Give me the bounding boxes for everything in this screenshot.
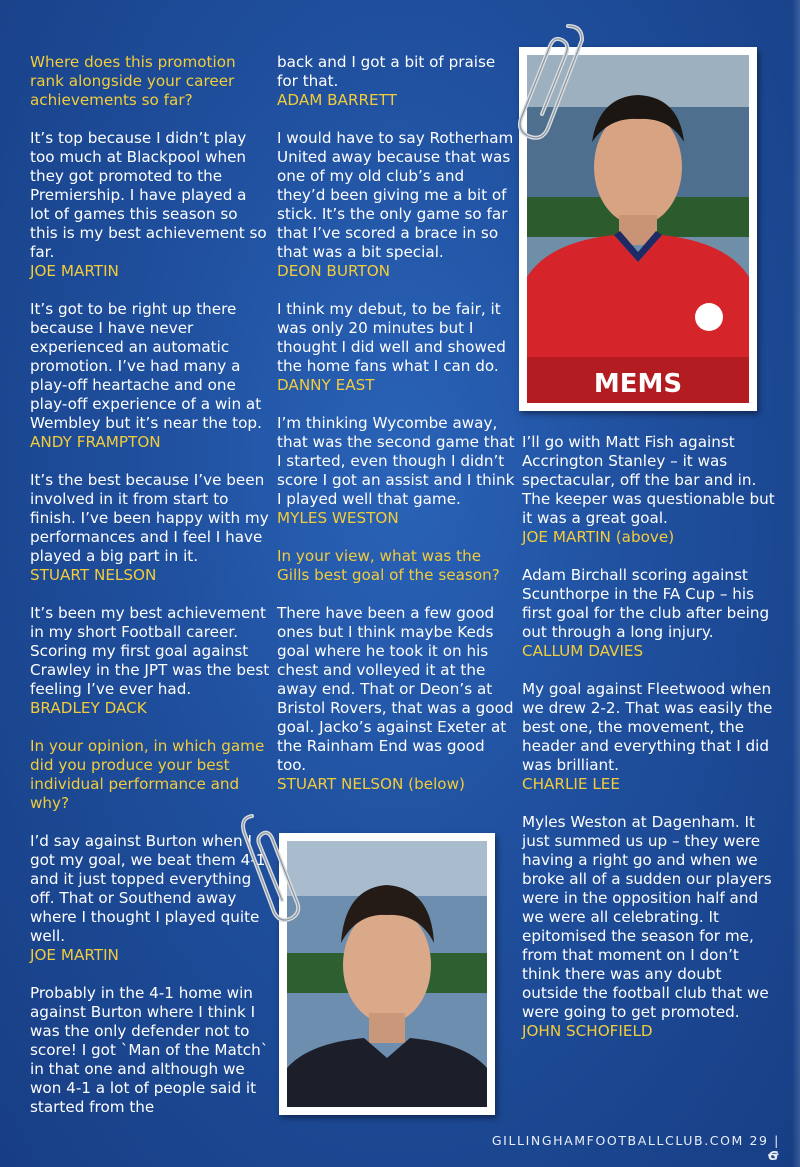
answer-text: My goal against Fleetwood when we drew 2-2. That was easily the best one, the movement, the header and everything that I did was brilliant. <box>522 680 773 774</box>
gills-logo-icon: Ꞡ <box>768 1148 780 1163</box>
answer-text: I’m thinking Wycombe away, that was the second game that I started, even though I didn’t score I got an assist and I think I played well that game. <box>277 414 515 508</box>
player-name: JOE MARTIN (above) <box>522 528 675 546</box>
question-heading: In your opinion, in which game did you produce your best individual performance and why? <box>30 737 265 812</box>
player-photo-stuart-nelson <box>279 833 495 1115</box>
interview-column-3 <box>522 433 780 1060</box>
question-heading: Where does this promotion rank alongside your career achievements so far? <box>30 53 236 109</box>
player-name: DEON BURTON <box>277 262 391 280</box>
player-name: STUART NELSON (below) <box>277 775 465 793</box>
answer-text: I would have to say Rotherham United away because that was one of my old club’s and they’d been giving me a bit of stick. It’s the only game so far that I’ve scored a brace in so that was a bit special. <box>277 129 514 261</box>
player-name: CHARLIE LEE <box>522 775 620 793</box>
answer-text: I’d say against Burton when I got my goal, we beat them 4-1 and it just topped everything off. That or Southend away where I thought I played quite well. <box>30 832 266 945</box>
svg-text:MEMS: MEMS <box>593 369 683 399</box>
player-name: DANNY EAST <box>277 376 375 394</box>
answer-text: Adam Birchall scoring against Scunthorpe in the FA Cup – his first goal for the club after being out through a long injury. <box>522 566 770 641</box>
answer-text: It’s got to be right up there because I have never experienced an automatic promotion. I’ve had many a play-off heartache and one play-off experience of a win at Wembley but it’s near the top. <box>30 300 262 432</box>
answer-text: I’ll go with Matt Fish against Accrington Stanley – it was spectacular, off the bar and in. The keeper was questionable but it was a great goal. <box>522 433 775 527</box>
interview-column-1 <box>30 53 270 1117</box>
answer-text: It’s top because I didn’t play too much at Blackpool when they got promoted to the Premiership. I have played a lot of games this season so this is my best achievement so far. <box>30 129 267 261</box>
answer-text: It’s been my best achievement in my short Football career. Scoring my first goal against Crawley in the JPT was the best feeling I’ve ever had. <box>30 604 270 698</box>
player-name: JOE MARTIN <box>30 946 119 964</box>
paperclip-icon <box>510 20 590 145</box>
player-name: MYLES WESTON <box>277 509 399 527</box>
player-name: CALLUM DAVIES <box>522 642 644 660</box>
player-name: STUART NELSON <box>30 566 157 584</box>
footer-text: GILLINGHAMFOOTBALLCLUB.COM 29 | <box>491 1133 780 1148</box>
answer-text: Myles Weston at Dagenham. It just summed us up – they were having a right go and when we broke all of a sudden our players were in the opposition half and we were all celebrating. It epitomised the season for me, from that moment on I don’t think there was any doubt outside the football club that we were going to get promoted. <box>522 813 772 1021</box>
page-footer <box>480 1133 780 1163</box>
page-edge-shading <box>792 0 800 1167</box>
answer-text: back and I got a bit of praise for that. <box>277 53 496 90</box>
player-name: ANDY FRAMPTON <box>30 433 161 451</box>
question-heading: In your view, what was the Gills best goal of the season? <box>277 547 500 584</box>
player-name: JOE MARTIN <box>30 262 119 280</box>
paperclip-icon <box>238 808 308 928</box>
answer-text: There have been a few good ones but I think maybe Keds goal where he took it on his chest and volleyed it at the away end. That or Deon’s at Bristol Rovers, that was a good goal. Jacko’s against Exeter at the Rainham End was good too. <box>277 604 514 774</box>
answer-text: Probably in the 4-1 home win against Burton where I think I was the only defender not to score! I got `Man of the Match` in that one and although we won 4-1 a lot of people said it started from the <box>30 984 269 1116</box>
player-name: JOHN SCHOFIELD <box>522 1022 653 1040</box>
interview-column-2 <box>277 53 517 813</box>
answer-text: It’s the best because I’ve been involved in it from start to finish. I’ve been happy with my performances and I feel I have played a big part in it. <box>30 471 269 565</box>
player-name: BRADLEY DACK <box>30 699 147 717</box>
answer-text: I think my debut, to be fair, it was only 20 minutes but I thought I did well and showed the home fans what I can do. <box>277 300 506 375</box>
player-name: ADAM BARRETT <box>277 91 397 109</box>
